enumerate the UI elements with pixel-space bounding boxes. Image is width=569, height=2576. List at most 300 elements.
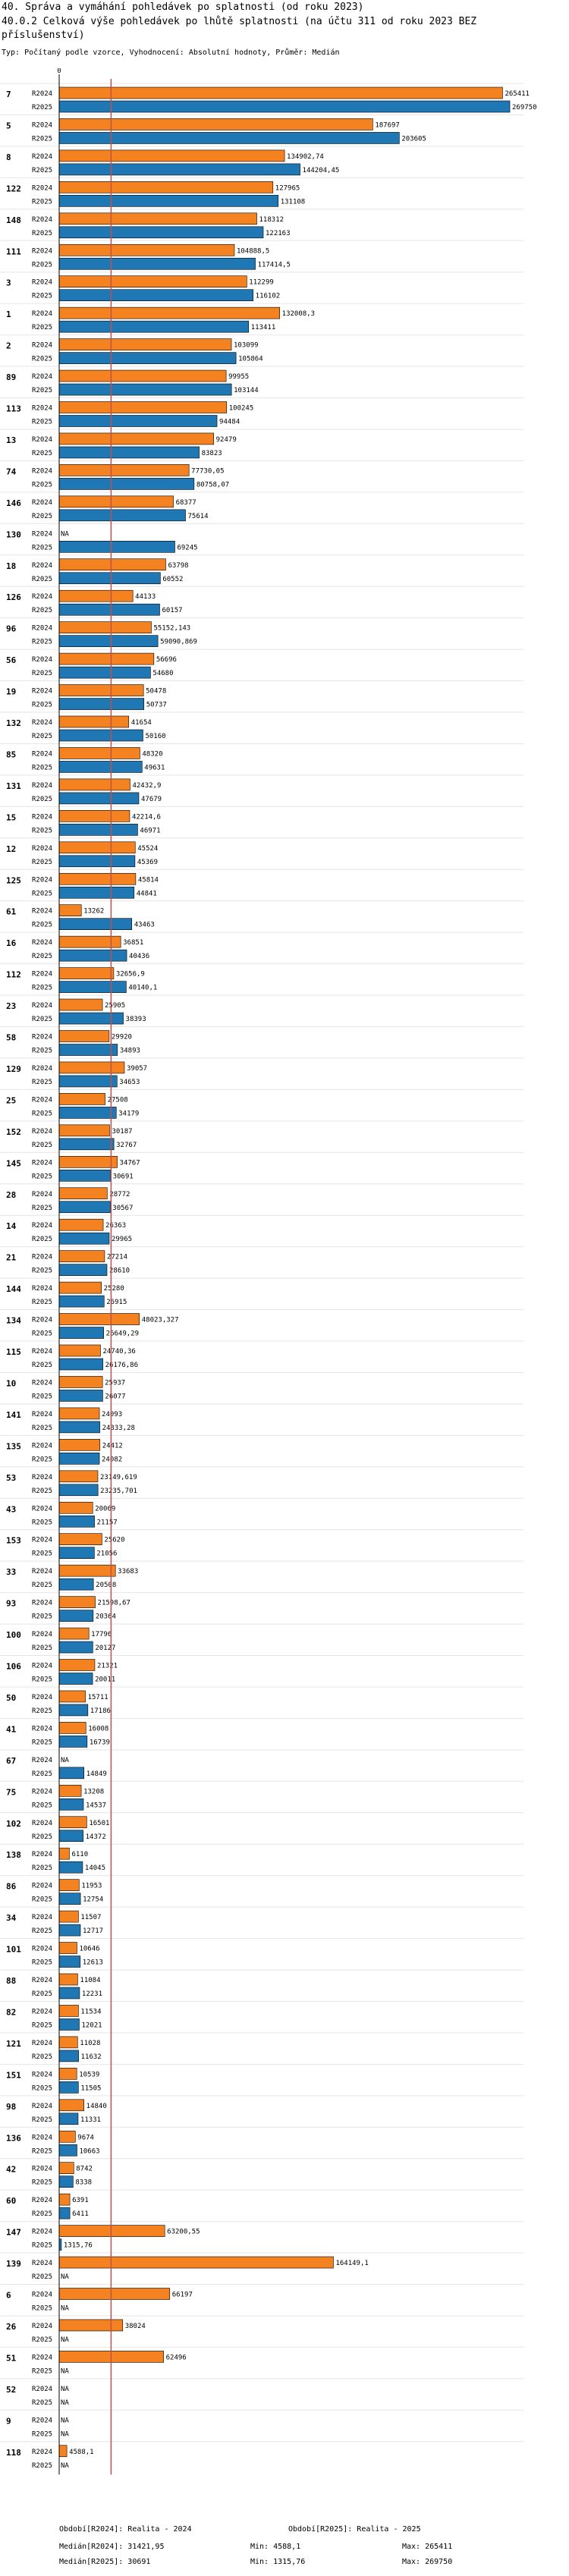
bar-r2024 [59,370,226,382]
bar-r2025 [59,1045,118,1056]
value-label-r2025: 122163 [266,229,291,237]
group-label: 113 [6,404,21,414]
series-label-r2025: R2025 [32,764,53,772]
group-label: 144 [6,1284,21,1295]
value-label-r2024: 10646 [79,1945,100,1953]
bar-r2024 [59,2100,84,2111]
value-label-r2024: 21598,67 [97,1599,130,1607]
series-label-r2025: R2025 [32,1550,53,1558]
value-label-r2024: 34767 [119,1159,140,1167]
series-label-r2025: R2025 [32,2084,53,2093]
series-label-r2024: R2024 [32,1662,53,1670]
series-label-r2025: R2025 [32,2022,53,2030]
group-label: 93 [6,1598,17,1609]
chart-title: 40. Správa a vymáhání pohledávek po splatnosti (od roku 2023) [2,2,364,13]
value-label-r2024: 21321 [96,1662,118,1670]
series-label-r2024: R2024 [32,2228,53,2236]
group-label: 147 [6,2227,21,2238]
bar-r2025 [59,2207,70,2219]
series-label-r2024: R2024 [32,687,53,696]
series-label-r2025: R2025 [32,1173,53,1181]
na-label-r2025: NA [61,2304,69,2313]
value-label-r2025: 29965 [111,1236,133,1244]
series-label-r2024: R2024 [32,1693,53,1701]
value-label-r2025: 20127 [95,1645,116,1653]
value-label-r2025: 60552 [162,575,184,583]
bar-r2024 [59,1943,77,1954]
series-label-r2025: R2025 [32,575,53,583]
group-label: 126 [6,592,21,603]
bar-r2025 [59,1516,95,1527]
value-label-r2024: 8742 [76,2165,93,2173]
chart-type-line: Typ: Počítaný podle vzorce, Vyhodnocení: Absolutní hodnoty, Průměr: Medián [2,49,340,57]
bar-r2024 [59,810,130,821]
value-label-r2025: 11331 [80,2116,102,2124]
value-label-r2025: 34893 [119,1047,140,1055]
bar-r2024 [59,464,189,476]
series-label-r2025: R2025 [32,1613,53,1621]
series-label-r2025: R2025 [32,2053,53,2061]
value-label-r2025: 131108 [280,198,306,206]
value-label-r2024: 25937 [105,1379,126,1387]
value-label-r2025: 38393 [125,1016,146,1024]
series-label-r2025: R2025 [32,166,53,174]
bar-r2024 [59,905,81,916]
value-label-r2024: 63200,55 [167,2228,200,2236]
group-label: 25 [6,1095,17,1106]
bar-r2025 [59,1233,109,1244]
bar-chart [0,68,569,2512]
series-label-r2024: R2024 [32,2417,53,2425]
group-label: 56 [6,655,17,666]
series-label-r2024: R2024 [32,2071,53,2079]
value-label-r2024: 56696 [156,656,177,664]
bar-r2024 [59,1408,99,1419]
na-label-r2025: NA [61,2273,69,2282]
value-label-r2025: 60157 [162,607,183,615]
series-label-r2024: R2024 [32,467,53,476]
na-label-r2025: NA [61,2430,69,2439]
series-label-r2024: R2024 [32,1410,53,1418]
value-label-r2025: 23235,701 [100,1487,137,1495]
bar-r2024 [59,1031,109,1042]
series-label-r2025: R2025 [32,827,53,835]
bar-r2024 [59,1345,100,1356]
series-label-r2024: R2024 [32,2039,53,2047]
group-label: 61 [6,906,17,917]
series-label-r2025: R2025 [32,229,53,237]
bar-r2024 [59,433,214,445]
bar-r2024 [59,999,102,1010]
bar-r2024 [59,1911,78,1922]
group-label: 9 [6,2416,11,2427]
bar-r2025 [59,1924,80,1936]
series-label-r2025: R2025 [32,2336,53,2344]
value-label-r2025: 11632 [80,2053,102,2061]
bar-r2024 [59,2163,74,2174]
group-label: 18 [6,561,17,571]
series-label-r2024: R2024 [32,656,53,664]
bar-r2024 [59,213,257,225]
series-label-r2024: R2024 [32,970,53,979]
series-label-r2024: R2024 [32,876,53,884]
value-label-r2024: 33683 [118,1568,139,1576]
value-label-r2024: 104888,5 [236,247,270,256]
value-label-r2024: 13262 [83,907,105,916]
group-label: 89 [6,372,17,383]
footer-median-2025: Medián[R2025]: 30691 [59,2558,151,2566]
bar-r2024 [59,1880,79,1891]
group-label: 3 [6,278,11,288]
bar-r2025 [59,667,150,678]
bar-r2024 [59,1722,86,1733]
bar-r2024 [59,1534,102,1545]
series-label-r2025: R2025 [32,733,53,740]
chart-subtitle: 40.0.2 Celková výše pohledávek po lhůtě splatnosti (na účtu 311 od roku 2023 BEZ příslušenství) [2,16,477,41]
series-label-r2024: R2024 [32,121,53,130]
value-label-r2024: 68377 [175,498,196,507]
bar-r2024 [59,402,227,413]
na-label-r2025: NA [61,2399,69,2407]
group-label: 34 [6,1913,17,1924]
bar-r2024 [59,685,143,696]
value-label-r2025: 75614 [187,512,209,520]
value-label-r2024: 25905 [105,1002,126,1010]
bar-r2025 [59,982,126,993]
group-label: 98 [6,2101,17,2112]
bar-r2024 [59,716,129,727]
value-label-r2025: 24082 [102,1456,123,1464]
bar-r2024 [59,2131,75,2142]
bar-r2025 [59,1987,80,1999]
value-label-r2024: 45814 [137,876,159,884]
bar-r2024 [59,1628,89,1639]
bar-r2025 [59,730,143,741]
bar-r2024 [59,1817,86,1828]
value-label-r2025: 83823 [201,449,222,457]
group-label: 42 [6,2164,17,2175]
series-label-r2024: R2024 [32,90,53,98]
series-label-r2024: R2024 [32,1285,53,1293]
group-label: 138 [6,1850,21,1861]
bar-r2025 [59,2050,79,2062]
group-label: 74 [6,467,17,477]
bar-r2025 [59,1107,116,1118]
series-label-r2025: R2025 [32,984,53,992]
bar-r2025 [59,1861,83,1873]
footer-period-2024: Období[R2024]: Realita - 2024 [59,2525,192,2534]
bar-r2024 [59,842,135,853]
group-label: 67 [6,1755,17,1766]
group-label: 100 [6,1630,21,1641]
series-label-r2025: R2025 [32,795,53,803]
bar-r2024 [59,87,502,99]
value-label-r2025: 14045 [84,1864,106,1873]
group-label: 118 [6,2447,21,2458]
series-label-r2024: R2024 [32,1599,53,1607]
series-label-r2025: R2025 [32,1330,53,1338]
series-label-r2024: R2024 [32,1159,53,1167]
value-label-r2024: 38024 [124,2322,146,2330]
value-label-r2025: 14537 [86,1802,107,1810]
series-label-r2025: R2025 [32,512,53,520]
series-label-r2025: R2025 [32,670,53,678]
series-label-r2024: R2024 [32,2385,53,2393]
bar-r2024 [59,1314,140,1325]
value-label-r2025: 21056 [96,1550,118,1558]
series-label-r2024: R2024 [32,624,53,633]
series-label-r2025: R2025 [32,2461,53,2470]
series-label-r2025: R2025 [32,1141,53,1149]
group-label: 7 [6,90,11,99]
bar-r2024 [59,1597,96,1608]
value-label-r2025: 26077 [105,1393,126,1401]
series-label-r2025: R2025 [32,481,53,489]
bar-r2024 [59,1565,115,1576]
series-label-r2025: R2025 [32,2210,53,2219]
series-label-r2024: R2024 [32,1819,53,1827]
series-label-r2025: R2025 [32,387,53,395]
series-label-r2025: R2025 [32,1393,53,1401]
bar-r2024 [59,496,174,507]
bar-r2025 [59,793,139,804]
value-label-r2025: 203605 [401,135,426,143]
bar-r2025 [59,2176,73,2188]
bar-r2025 [59,761,142,772]
bar-r2025 [59,1264,107,1276]
bar-r2025 [59,1390,102,1401]
group-label: 1 [6,309,11,320]
series-label-r2025: R2025 [32,2367,53,2376]
value-label-r2024: 10539 [79,2071,100,2079]
value-label-r2024: 15711 [87,1693,108,1701]
bar-r2024 [59,118,373,130]
group-label: 130 [6,529,21,540]
bar-r2025 [59,384,231,395]
bar-r2025 [59,1893,80,1905]
bar-r2025 [59,1453,99,1464]
group-label: 153 [6,1535,21,1546]
series-label-r2024: R2024 [32,2134,53,2142]
value-label-r2024: 6391 [72,2197,89,2205]
bar-r2025 [59,541,174,552]
group-label: 96 [6,624,17,634]
value-label-r2025: 34179 [118,1110,140,1118]
value-label-r2025: 34653 [119,1078,140,1086]
bar-r2025 [59,447,200,458]
group-label: 15 [6,812,17,823]
series-label-r2024: R2024 [32,750,53,759]
series-label-r2025: R2025 [32,858,53,866]
series-label-r2025: R2025 [32,2273,53,2282]
value-label-r2024: 265411 [505,90,530,98]
group-label: 134 [6,1315,21,1326]
series-label-r2024: R2024 [32,2102,53,2110]
group-label: 5 [6,121,11,131]
value-label-r2025: 10663 [79,2147,100,2156]
na-label-r2024: NA [61,530,69,539]
series-label-r2024: R2024 [32,1536,53,1544]
series-label-r2025: R2025 [32,1645,53,1653]
series-label-r2025: R2025 [32,1707,53,1715]
series-label-r2024: R2024 [32,1851,53,1859]
bar-r2025 [59,950,127,961]
series-label-r2024: R2024 [32,1190,53,1198]
group-label: 141 [6,1409,21,1420]
bar-r2024 [59,747,140,759]
bar-r2024 [59,2005,78,2016]
series-label-r2024: R2024 [32,1002,53,1010]
series-label-r2024: R2024 [32,2260,53,2268]
series-label-r2025: R2025 [32,418,53,426]
group-label: 132 [6,718,21,728]
group-label: 21 [6,1252,17,1263]
group-label: 135 [6,1441,21,1452]
series-label-r2024: R2024 [32,1788,53,1796]
bar-r2025 [59,1830,83,1842]
value-label-r2024: 99955 [228,373,250,382]
value-label-r2025: 59090,869 [160,638,197,646]
value-label-r2024: 17796 [91,1631,112,1639]
value-label-r2025: 26915 [106,1299,127,1307]
value-label-r2025: 269750 [512,104,537,112]
group-label: 52 [6,2384,17,2395]
value-label-r2024: 55152,143 [153,624,191,633]
series-label-r2025: R2025 [32,2399,53,2407]
value-label-r2025: 30567 [112,1204,134,1212]
series-label-r2025: R2025 [32,2304,53,2313]
bar-r2025 [59,1641,93,1653]
bar-r2024 [59,559,165,570]
bar-r2025 [59,195,278,206]
value-label-r2024: 63798 [168,561,189,570]
bar-r2025 [59,1610,93,1622]
group-label: 6 [6,2290,11,2301]
series-label-r2024: R2024 [32,310,53,319]
series-label-r2024: R2024 [32,2165,53,2173]
bar-r2024 [59,1093,105,1104]
group-label: 136 [6,2133,21,2144]
series-label-r2025: R2025 [32,953,53,961]
group-label: 152 [6,1126,21,1137]
value-label-r2025: 6411 [72,2210,89,2219]
value-label-r2025: 80758,07 [196,481,230,489]
bar-r2025 [59,1296,104,1307]
group-label: 14 [6,1221,17,1232]
value-label-r2025: 11505 [80,2084,102,2093]
value-label-r2024: 164149,1 [335,2260,369,2268]
value-label-r2024: 103099 [234,341,259,350]
group-label: 26 [6,2321,17,2332]
value-label-r2025: 14849 [86,1770,107,1778]
series-label-r2025: R2025 [32,544,53,552]
series-label-r2025: R2025 [32,2179,53,2187]
zero-tick-label: 0 [57,68,61,75]
series-label-r2024: R2024 [32,781,53,790]
group-label: 12 [6,843,17,854]
series-label-r2024: R2024 [32,1977,53,1984]
value-label-r2024: 32656,9 [115,970,145,979]
bar-r2025 [59,1798,83,1810]
group-label: 151 [6,2070,21,2081]
series-label-r2024: R2024 [32,247,53,256]
bar-r2025 [59,1547,94,1559]
bar-r2024 [59,1219,103,1230]
series-label-r2025: R2025 [32,1267,53,1275]
value-label-r2025: 24333,28 [102,1424,135,1432]
group-label: 122 [6,184,21,194]
series-label-r2025: R2025 [32,1959,53,1967]
group-label: 112 [6,969,21,980]
value-label-r2025: 16739 [89,1739,110,1747]
bar-r2024 [59,307,280,319]
footer-max-2025: Max: 269750 [402,2558,453,2566]
value-label-r2024: 28772 [109,1190,130,1198]
bar-r2024 [59,244,234,256]
value-label-r2024: 25280 [103,1285,124,1293]
bar-r2025 [59,353,236,364]
series-label-r2024: R2024 [32,1725,53,1733]
series-label-r2025: R2025 [32,261,53,269]
series-label-r2025: R2025 [32,355,53,363]
series-label-r2025: R2025 [32,1896,53,1904]
series-label-r2024: R2024 [32,1316,53,1324]
group-label: 139 [6,2259,21,2270]
bar-r2025 [59,132,399,143]
bar-r2024 [59,2257,333,2268]
value-label-r2024: 118312 [259,215,284,224]
series-label-r2025: R2025 [32,1047,53,1055]
value-label-r2025: 69245 [177,544,198,552]
value-label-r2024: 127965 [275,184,300,193]
series-label-r2025: R2025 [32,921,53,929]
value-label-r2024: 16501 [89,1819,110,1827]
bar-r2024 [59,779,130,790]
group-label: 129 [6,1063,21,1074]
na-label-r2024: NA [61,2385,69,2393]
series-label-r2025: R2025 [32,104,53,112]
bar-r2024 [59,1848,69,1859]
value-label-r2024: 50478 [146,687,167,696]
series-label-r2024: R2024 [32,1473,53,1481]
series-label-r2025: R2025 [32,1299,53,1307]
group-label: 85 [6,749,17,760]
series-label-r2025: R2025 [32,1739,53,1747]
value-label-r2025: 32767 [116,1141,137,1149]
group-label: 121 [6,2038,21,2049]
group-label: 23 [6,1001,17,1012]
bar-r2025 [59,1327,104,1339]
group-label: 28 [6,1189,17,1200]
value-label-r2024: 48023,327 [141,1316,179,1324]
value-label-r2025: 12231 [81,1990,103,1998]
bar-r2025 [59,699,144,710]
value-label-r2024: 42214,6 [131,813,161,821]
series-label-r2025: R2025 [32,1802,53,1810]
series-label-r2024: R2024 [32,1127,53,1136]
na-label-r2024: NA [61,1756,69,1764]
value-label-r2024: 48320 [142,750,163,759]
series-label-r2024: R2024 [32,1914,53,1922]
value-label-r2025: 17186 [90,1707,111,1715]
series-label-r2025: R2025 [32,135,53,143]
value-label-r2024: 25620 [104,1536,125,1544]
na-label-r2024: NA [61,2417,69,2425]
bar-r2025 [59,573,160,584]
series-label-r2024: R2024 [32,2291,53,2299]
bar-r2024 [59,968,114,979]
series-label-r2024: R2024 [32,561,53,570]
